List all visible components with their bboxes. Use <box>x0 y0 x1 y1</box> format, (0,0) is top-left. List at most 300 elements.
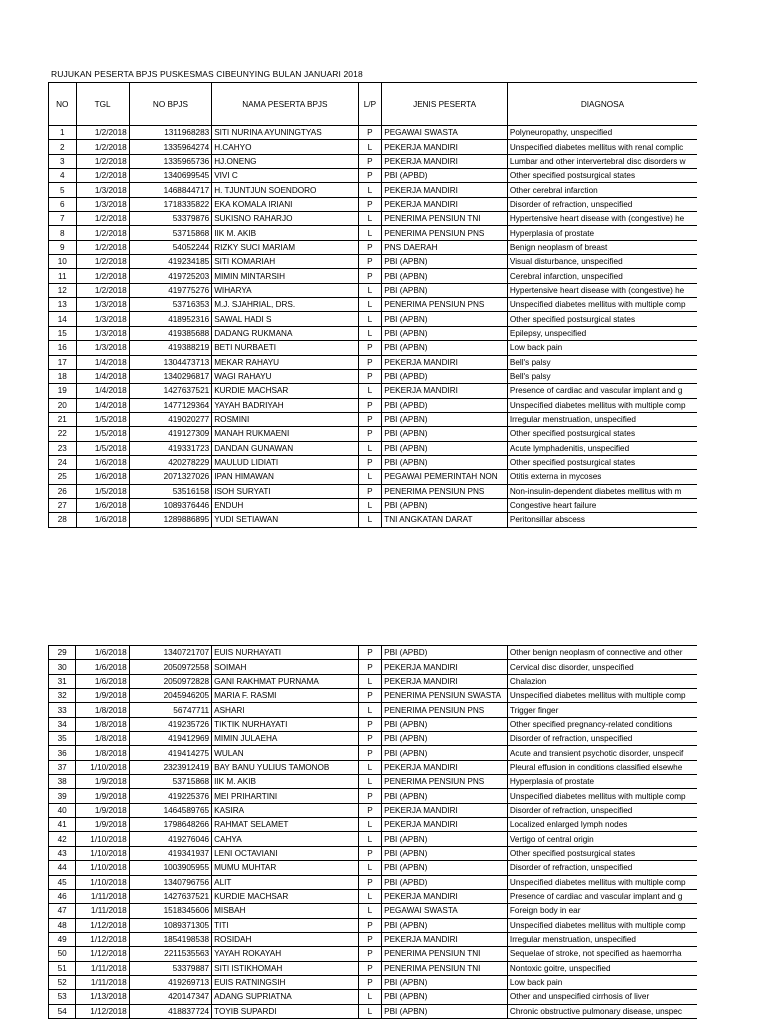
row-no-bpjs: 1427637521 <box>129 889 211 903</box>
row-jenis-peserta: PBI (APBN) <box>382 1004 508 1018</box>
row-tgl: 1/5/2018 <box>76 441 129 455</box>
row-diagnosa: Other specified postsurgical states <box>507 169 697 183</box>
row-no: 2 <box>49 140 77 154</box>
row-lp: L <box>358 703 381 717</box>
row-nama-peserta: MIMIN JULAEHA <box>212 732 359 746</box>
row-no-bpjs: 56747711 <box>129 703 211 717</box>
row-diagnosa: Cerebral infarction, unspecified <box>507 269 697 283</box>
row-diagnosa: Disorder of refraction, unspecified <box>507 732 697 746</box>
row-no-bpjs: 1289886895 <box>129 513 211 527</box>
table-row <box>49 298 698 312</box>
row-nama-peserta: MIMIN MINTARSIH <box>212 269 358 283</box>
row-diagnosa: Hyperplasia of prostate <box>507 226 697 240</box>
row-diagnosa: Disorder of refraction, unspecified <box>507 803 697 817</box>
row-diagnosa: Localized enlarged lymph nodes <box>507 818 697 832</box>
row-nama-peserta: M.J. SJAHRIAL, DRS. <box>212 298 358 312</box>
row-jenis-peserta: PBI (APBN) <box>382 832 508 846</box>
table-row <box>49 255 698 269</box>
row-tgl: 1/8/2018 <box>76 717 129 731</box>
row-tgl: 1/10/2018 <box>76 832 129 846</box>
row-nama-peserta: WULAN <box>212 746 359 760</box>
row-diagnosa: Low back pain <box>507 975 697 989</box>
table-row <box>49 932 698 946</box>
row-jenis-peserta: PBI (APBN) <box>382 746 508 760</box>
row-no: 14 <box>49 312 77 326</box>
referral-table-page-2 <box>48 645 697 1019</box>
row-jenis-peserta: PEKERJA MANDIRI <box>382 674 508 688</box>
row-jenis-peserta: PBI (APBN) <box>382 441 508 455</box>
table-row <box>49 975 698 989</box>
row-no: 19 <box>49 384 77 398</box>
row-no-bpjs: 1340296817 <box>129 369 211 383</box>
referral-table-page-1 <box>48 82 697 528</box>
row-diagnosa: Epilepsy, unspecified <box>507 326 697 340</box>
row-jenis-peserta: PEKERJA MANDIRI <box>382 889 508 903</box>
row-no: 11 <box>49 269 77 283</box>
table-row <box>49 732 698 746</box>
row-tgl: 1/2/2018 <box>76 240 129 254</box>
header-no-bpjs: NO BPJS <box>129 83 211 126</box>
row-nama-peserta: YUDI SETIAWAN <box>212 513 358 527</box>
row-diagnosa: Unspecified diabetes mellitus with renal complic <box>507 140 697 154</box>
row-lp: L <box>358 775 381 789</box>
row-nama-peserta: MAULUD LIDIATI <box>212 455 358 469</box>
row-no: 31 <box>49 674 76 688</box>
row-diagnosa: Other specified postsurgical states <box>507 455 697 469</box>
row-nama-peserta: ALIT <box>212 875 359 889</box>
row-no-bpjs: 53715868 <box>129 226 211 240</box>
table-row <box>49 646 698 660</box>
row-no: 40 <box>49 803 76 817</box>
table-row <box>49 470 698 484</box>
report-title: RUJUKAN PESERTA BPJS PUSKESMAS CIBEUNYING BULAN JANUARI 2018 <box>51 69 363 79</box>
row-jenis-peserta: PEKERJA MANDIRI <box>382 932 508 946</box>
row-nama-peserta: MUMU MUHTAR <box>212 861 359 875</box>
row-no: 24 <box>49 455 77 469</box>
row-nama-peserta: SITI ISTIKHOMAH <box>212 961 359 975</box>
table-row <box>49 746 698 760</box>
row-lp: L <box>358 283 382 297</box>
row-jenis-peserta: PBI (APBN) <box>382 975 508 989</box>
row-nama-peserta: ENDUH <box>212 498 358 512</box>
row-lp: P <box>358 732 381 746</box>
row-no-bpjs: 1464589765 <box>129 803 211 817</box>
row-diagnosa: Benign neoplasm of breast <box>507 240 697 254</box>
row-diagnosa: Bell's palsy <box>507 355 697 369</box>
row-tgl: 1/2/2018 <box>76 283 129 297</box>
row-lp: L <box>358 674 381 688</box>
row-nama-peserta: EUIS NURHAYATI <box>212 646 359 660</box>
row-no-bpjs: 1477129364 <box>129 398 211 412</box>
row-no-bpjs: 1718335822 <box>129 197 211 211</box>
row-diagnosa: Trigger finger <box>507 703 697 717</box>
row-lp: L <box>358 326 382 340</box>
row-nama-peserta: H.CAHYO <box>212 140 358 154</box>
row-lp: L <box>358 904 381 918</box>
row-no-bpjs: 419234185 <box>129 255 211 269</box>
row-diagnosa: Hyperplasia of prostate <box>507 775 697 789</box>
row-lp: P <box>358 746 381 760</box>
row-nama-peserta: BETI NURBAETI <box>212 341 358 355</box>
row-tgl: 1/10/2018 <box>76 861 129 875</box>
row-no-bpjs: 419341937 <box>129 846 211 860</box>
row-no-bpjs: 53379876 <box>129 212 211 226</box>
row-lp: L <box>358 760 381 774</box>
table-row <box>49 126 698 140</box>
table-row <box>49 369 698 383</box>
row-no: 7 <box>49 212 77 226</box>
row-diagnosa: Foreign body in ear <box>507 904 697 918</box>
row-diagnosa: Other cerebral infarction <box>507 183 697 197</box>
row-no: 15 <box>49 326 77 340</box>
row-jenis-peserta: PENERIMA PENSIUN SWASTA <box>382 689 508 703</box>
header-diagnosa: DIAGNOSA <box>507 83 697 126</box>
row-tgl: 1/8/2018 <box>76 732 129 746</box>
row-diagnosa: Sequelae of stroke, not specified as haemorrha <box>507 947 697 961</box>
row-lp: P <box>358 126 382 140</box>
table-row <box>49 412 698 426</box>
row-tgl: 1/12/2018 <box>76 918 129 932</box>
row-jenis-peserta: PEGAWAI SWASTA <box>382 126 508 140</box>
row-no-bpjs: 420147347 <box>129 990 211 1004</box>
row-lp: L <box>358 1004 381 1018</box>
row-no-bpjs: 53716353 <box>129 298 211 312</box>
table-row <box>49 904 698 918</box>
row-nama-peserta: MARIA F. RASMI <box>212 689 359 703</box>
row-lp: P <box>358 369 382 383</box>
row-jenis-peserta: PENERIMA PENSIUN PNS <box>382 226 508 240</box>
row-jenis-peserta: PENERIMA PENSIUN PNS <box>382 703 508 717</box>
row-jenis-peserta: PNS DAERAH <box>382 240 508 254</box>
row-tgl: 1/9/2018 <box>76 818 129 832</box>
row-lp: P <box>358 918 381 932</box>
row-diagnosa: Visual disturbance, unspecified <box>507 255 697 269</box>
table-row <box>49 1004 698 1018</box>
row-tgl: 1/8/2018 <box>76 703 129 717</box>
table-row <box>49 269 698 283</box>
row-no-bpjs: 419725203 <box>129 269 211 283</box>
row-no: 42 <box>49 832 76 846</box>
row-diagnosa: Vertigo of central origin <box>507 832 697 846</box>
row-no: 36 <box>49 746 76 760</box>
row-nama-peserta: DADANG RUKMANA <box>212 326 358 340</box>
row-tgl: 1/4/2018 <box>76 384 129 398</box>
row-tgl: 1/9/2018 <box>76 775 129 789</box>
row-jenis-peserta: PBI (APBN) <box>382 918 508 932</box>
row-no: 21 <box>49 412 77 426</box>
row-jenis-peserta: PBI (APBN) <box>382 412 508 426</box>
row-lp: P <box>358 240 382 254</box>
row-no-bpjs: 419414275 <box>129 746 211 760</box>
row-tgl: 1/12/2018 <box>76 1004 129 1018</box>
row-no-bpjs: 1304473713 <box>129 355 211 369</box>
row-tgl: 1/9/2018 <box>76 689 129 703</box>
row-diagnosa: Polyneuropathy, unspecified <box>507 126 697 140</box>
row-lp: L <box>358 498 382 512</box>
row-diagnosa: Chronic obstructive pulmonary disease, unspec <box>507 1004 697 1018</box>
table-row <box>49 846 698 860</box>
row-tgl: 1/5/2018 <box>76 427 129 441</box>
row-jenis-peserta: PBI (APBN) <box>382 255 508 269</box>
row-tgl: 1/3/2018 <box>76 312 129 326</box>
row-lp: P <box>358 197 382 211</box>
row-jenis-peserta: PBI (APBN) <box>382 990 508 1004</box>
header-jenis-peserta: JENIS PESERTA <box>382 83 508 126</box>
row-no: 37 <box>49 760 76 774</box>
row-tgl: 1/10/2018 <box>76 846 129 860</box>
row-no: 20 <box>49 398 77 412</box>
row-no: 44 <box>49 861 76 875</box>
row-jenis-peserta: PENERIMA PENSIUN TNI <box>382 947 508 961</box>
row-jenis-peserta: PENERIMA PENSIUN TNI <box>382 961 508 975</box>
row-tgl: 1/11/2018 <box>76 889 129 903</box>
table-row <box>49 717 698 731</box>
row-nama-peserta: YAYAH ROKAYAH <box>212 947 359 961</box>
row-jenis-peserta: PEKERJA MANDIRI <box>382 197 508 211</box>
table-row <box>49 689 698 703</box>
row-lp: L <box>358 226 382 240</box>
row-tgl: 1/6/2018 <box>76 513 129 527</box>
row-jenis-peserta: PBI (APBD) <box>382 398 508 412</box>
row-diagnosa: Unspecified diabetes mellitus with multiple comp <box>507 875 697 889</box>
row-no: 28 <box>49 513 77 527</box>
row-diagnosa: Nontoxic goitre, unspecified <box>507 961 697 975</box>
row-no-bpjs: 2050972558 <box>129 660 211 674</box>
row-nama-peserta: SAWAL HADI S <box>212 312 358 326</box>
row-no-bpjs: 2323912419 <box>129 760 211 774</box>
row-nama-peserta: CAHYA <box>212 832 359 846</box>
header-nama-peserta: NAMA PESERTA BPJS <box>212 83 358 126</box>
row-no-bpjs: 1340721707 <box>129 646 211 660</box>
row-no: 38 <box>49 775 76 789</box>
row-no-bpjs: 419269713 <box>129 975 211 989</box>
row-no: 32 <box>49 689 76 703</box>
table-row <box>49 226 698 240</box>
table-header-row <box>49 83 698 126</box>
row-jenis-peserta: PEKERJA MANDIRI <box>382 384 508 398</box>
row-lp: P <box>358 269 382 283</box>
row-lp: P <box>358 255 382 269</box>
row-tgl: 1/2/2018 <box>76 126 129 140</box>
table-row <box>49 832 698 846</box>
row-no-bpjs: 1335965736 <box>129 154 211 168</box>
row-no: 25 <box>49 470 77 484</box>
row-no-bpjs: 1335964274 <box>129 140 211 154</box>
row-jenis-peserta: PEKERJA MANDIRI <box>382 760 508 774</box>
row-no: 10 <box>49 255 77 269</box>
row-diagnosa: Congestive heart failure <box>507 498 697 512</box>
row-nama-peserta: RIZKY SUCI MARIAM <box>212 240 358 254</box>
row-tgl: 1/10/2018 <box>76 760 129 774</box>
row-no: 47 <box>49 904 76 918</box>
table-row <box>49 918 698 932</box>
row-tgl: 1/6/2018 <box>76 660 129 674</box>
table-row <box>49 818 698 832</box>
row-lp: P <box>358 398 382 412</box>
row-tgl: 1/5/2018 <box>76 484 129 498</box>
row-no-bpjs: 418952316 <box>129 312 211 326</box>
table-row <box>49 889 698 903</box>
row-tgl: 1/3/2018 <box>76 298 129 312</box>
row-no-bpjs: 1427637521 <box>129 384 211 398</box>
table-row <box>49 455 698 469</box>
row-diagnosa: Disorder of refraction, unspecified <box>507 197 697 211</box>
row-nama-peserta: MEKAR RAHAYU <box>212 355 358 369</box>
table-row <box>49 703 698 717</box>
row-lp: L <box>358 140 382 154</box>
row-lp: L <box>358 513 382 527</box>
row-tgl: 1/2/2018 <box>76 226 129 240</box>
table-row <box>49 990 698 1004</box>
row-nama-peserta: SITI NURINA AYUNINGTYAS <box>212 126 358 140</box>
row-diagnosa: Unspecified diabetes mellitus with multiple comp <box>507 398 697 412</box>
row-lp: L <box>358 818 381 832</box>
row-no-bpjs: 1340699545 <box>129 169 211 183</box>
row-nama-peserta: ROSIDAH <box>212 932 359 946</box>
row-jenis-peserta: PBI (APBN) <box>382 455 508 469</box>
row-diagnosa: Peritonsillar abscess <box>507 513 697 527</box>
row-tgl: 1/6/2018 <box>76 498 129 512</box>
table-row <box>49 674 698 688</box>
row-diagnosa: Unspecified diabetes mellitus with multiple comp <box>507 689 697 703</box>
row-jenis-peserta: PEKERJA MANDIRI <box>382 818 508 832</box>
row-no-bpjs: 1311968283 <box>129 126 211 140</box>
row-jenis-peserta: PBI (APBN) <box>382 789 508 803</box>
row-nama-peserta: KURDIE MACHSAR <box>212 889 359 903</box>
row-no: 6 <box>49 197 77 211</box>
row-jenis-peserta: PBI (APBD) <box>382 875 508 889</box>
row-no: 9 <box>49 240 77 254</box>
row-diagnosa: Hypertensive heart disease with (congestive) he <box>507 212 697 226</box>
row-nama-peserta: VIVI C <box>212 169 358 183</box>
table-row <box>49 498 698 512</box>
row-nama-peserta: TIKTIK NURHAYATI <box>212 717 359 731</box>
table-row <box>49 660 698 674</box>
row-tgl: 1/2/2018 <box>76 212 129 226</box>
row-nama-peserta: ASHARI <box>212 703 359 717</box>
table-row <box>49 947 698 961</box>
row-no: 53 <box>49 990 76 1004</box>
row-nama-peserta: DANDAN GUNAWAN <box>212 441 358 455</box>
row-nama-peserta: MANAH RUKMAENI <box>212 427 358 441</box>
row-diagnosa: Bell's palsy <box>507 369 697 383</box>
table-row <box>49 441 698 455</box>
row-no-bpjs: 419775276 <box>129 283 211 297</box>
row-no: 29 <box>49 646 76 660</box>
row-no: 39 <box>49 789 76 803</box>
table-row <box>49 789 698 803</box>
row-lp: L <box>358 861 381 875</box>
row-no: 43 <box>49 846 76 860</box>
row-lp: L <box>358 441 382 455</box>
row-no-bpjs: 419225376 <box>129 789 211 803</box>
row-nama-peserta: KURDIE MACHSAR <box>212 384 358 398</box>
table-row <box>49 197 698 211</box>
row-lp: P <box>358 412 382 426</box>
row-diagnosa: Chalazion <box>507 674 697 688</box>
row-tgl: 1/6/2018 <box>76 470 129 484</box>
row-lp: P <box>358 660 381 674</box>
row-no-bpjs: 1468844717 <box>129 183 211 197</box>
row-no-bpjs: 419388219 <box>129 341 211 355</box>
row-jenis-peserta: PBI (APBN) <box>382 846 508 860</box>
row-lp: P <box>358 427 382 441</box>
row-jenis-peserta: PENERIMA PENSIUN PNS <box>382 484 508 498</box>
row-nama-peserta: EUIS RATNINGSIH <box>212 975 359 989</box>
row-jenis-peserta: PEKERJA MANDIRI <box>382 183 508 197</box>
row-lp: P <box>358 455 382 469</box>
row-diagnosa: Acute and transient psychotic disorder, unspecif <box>507 746 697 760</box>
header-no: NO <box>49 83 77 126</box>
row-nama-peserta: LENI OCTAVIANI <box>212 846 359 860</box>
row-diagnosa: Cervical disc disorder, unspecified <box>507 660 697 674</box>
row-diagnosa: Pleural effusion in conditions classified elsewhe <box>507 760 697 774</box>
row-jenis-peserta: PBI (APBN) <box>382 283 508 297</box>
table-row <box>49 312 698 326</box>
table-row <box>49 775 698 789</box>
row-jenis-peserta: PBI (APBD) <box>382 169 508 183</box>
row-lp: P <box>358 355 382 369</box>
row-nama-peserta: RAHMAT SELAMET <box>212 818 359 832</box>
row-lp: P <box>358 717 381 731</box>
row-no-bpjs: 53715868 <box>129 775 211 789</box>
row-lp: L <box>358 384 382 398</box>
row-diagnosa: Other and unspecified cirrhosis of liver <box>507 990 697 1004</box>
row-tgl: 1/12/2018 <box>76 947 129 961</box>
row-jenis-peserta: PENERIMA PENSIUN TNI <box>382 212 508 226</box>
row-diagnosa: Low back pain <box>507 341 697 355</box>
row-tgl: 1/6/2018 <box>76 646 129 660</box>
row-nama-peserta: GANI RAKHMAT PURNAMA <box>212 674 359 688</box>
row-lp: P <box>358 154 382 168</box>
row-jenis-peserta: PEKERJA MANDIRI <box>382 355 508 369</box>
table-row <box>49 140 698 154</box>
row-nama-peserta: TITI <box>212 918 359 932</box>
row-nama-peserta: SOIMAH <box>212 660 359 674</box>
row-jenis-peserta: PBI (APBN) <box>382 732 508 746</box>
row-jenis-peserta: PENERIMA PENSIUN PNS <box>382 775 508 789</box>
row-nama-peserta: ISOH SURYATI <box>212 484 358 498</box>
row-no: 48 <box>49 918 76 932</box>
row-tgl: 1/2/2018 <box>76 154 129 168</box>
table-row <box>49 861 698 875</box>
row-diagnosa: Otitis externa in mycoses <box>507 470 697 484</box>
table-row <box>49 398 698 412</box>
header-tgl: TGL <box>76 83 129 126</box>
row-tgl: 1/3/2018 <box>76 341 129 355</box>
row-no-bpjs: 419331723 <box>129 441 211 455</box>
row-nama-peserta: MISBAH <box>212 904 359 918</box>
row-nama-peserta: YAYAH BADRIYAH <box>212 398 358 412</box>
row-no: 16 <box>49 341 77 355</box>
row-no-bpjs: 419276046 <box>129 832 211 846</box>
row-no-bpjs: 1798648266 <box>129 818 211 832</box>
row-jenis-peserta: PEKERJA MANDIRI <box>382 803 508 817</box>
row-no-bpjs: 1003905955 <box>129 861 211 875</box>
row-lp: L <box>358 212 382 226</box>
row-tgl: 1/4/2018 <box>76 369 129 383</box>
row-diagnosa: Unspecified diabetes mellitus with multiple comp <box>507 789 697 803</box>
row-no: 30 <box>49 660 76 674</box>
row-no-bpjs: 2211535563 <box>129 947 211 961</box>
row-nama-peserta: TOYIB SUPARDI <box>212 1004 359 1018</box>
row-tgl: 1/2/2018 <box>76 169 129 183</box>
row-nama-peserta: WAGI RAHAYU <box>212 369 358 383</box>
row-lp: P <box>358 947 381 961</box>
row-nama-peserta: MEI PRIHARTINI <box>212 789 359 803</box>
row-lp: L <box>358 990 381 1004</box>
row-jenis-peserta: PBI (APBN) <box>382 427 508 441</box>
